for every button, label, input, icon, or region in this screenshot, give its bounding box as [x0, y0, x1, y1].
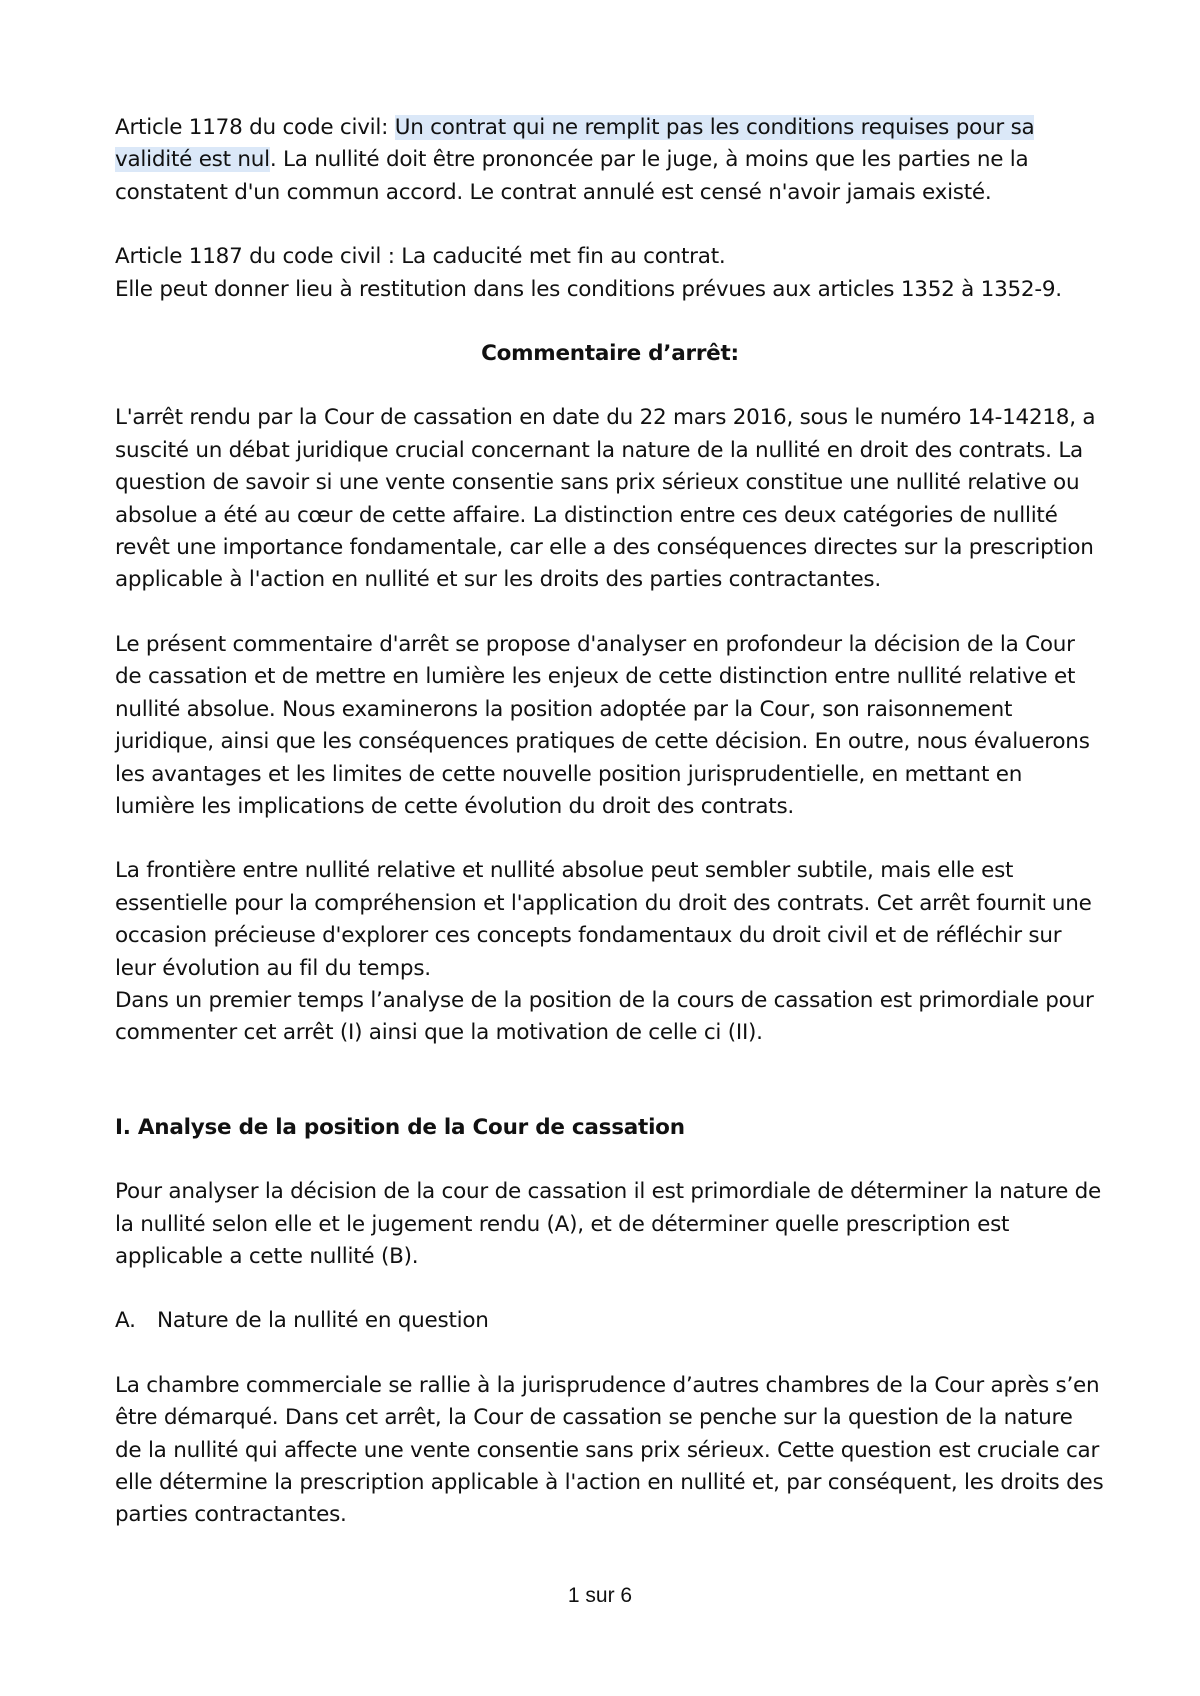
document-body: [115, 112, 1105, 1532]
subsection-a-letter: A.: [115, 1308, 136, 1334]
section-1-intro: Pour analyser la décision de la cour de cassation il est primordiale de déterminer la nature de la nullité selon elle et le jugement rendu (A), et de déterminer quelle prescription est applicable a cette nullité (B).: [115, 1179, 1102, 1269]
article-1187-line2: Elle peut donner lieu à restitution dans les conditions prévues aux articles 1352 à 1352-9.: [115, 276, 1062, 302]
commentary-title: Commentaire d’arrêt:: [481, 341, 739, 367]
article-1178-paragraph: [115, 112, 1105, 209]
article-1187-line1: Article 1187 du code civil : La caducité met fin au contrat.: [115, 244, 726, 270]
subsection-a-heading: [115, 1305, 1105, 1337]
commentary-paragraph-1: L'arrêt rendu par la Cour de cassation en date du 22 mars 2016, sous le numéro 14-14218, a suscité un débat juridique crucial concernant la nature de la nullité en droit des contrats. La question de savoir si une vente consentie sans prix sérieux constitue une nullité relative ou absolue a été au cœur de cette affaire. La distinction entre ces deux catégories de nullité revêt une importance fondamentale, car elle a des conséquences directes sur la prescription applicable à l'action en nullité et sur les droits des parties contractantes.: [115, 405, 1096, 593]
subsection-a-paragraph: La chambre commerciale se rallie à la jurisprudence d’autres chambres de la Cour après s’en être démarqué. Dans cet arrêt, la Cour de cassation se penche sur la question de la nature de la nullité qui affecte une vente consentie sans prix sérieux. Cette question est cruciale car elle détermine la prescription applicable à l'action en nullité et, par conséquent, les droits des parties contractantes.: [115, 1372, 1104, 1528]
commentary-paragraph-2: Le présent commentaire d'arrêt se propose d'analyser en profondeur la décision de la Cour de cassation et de mettre en lumière les enjeux de cette distinction entre nullité relative et nullité absolue. Nous examinerons la position adoptée par la Cour, son raisonnement juridique, ainsi que les conséquences pratiques de cette décision. En outre, nous évaluerons les avantages et les limites de cette nouvelle position jurisprudentielle, en mettant en lumière les implications de cette évolution du droit des contrats.: [115, 631, 1090, 819]
highlighted-text[interactable]: Un contrat qui ne remplit pas les conditions requises pour sa validité est nul: [115, 115, 1035, 173]
subsection-a-title: Nature de la nullité en question: [157, 1308, 489, 1334]
page-number: 1 sur 6: [567, 1584, 633, 1607]
section-1-title: I. Analyse de la position de la Cour de cassation: [115, 1114, 685, 1140]
commentary-paragraph-3: La frontière entre nullité relative et nullité absolue peut sembler subtile, mais elle est essentielle pour la compréhension et l'application du droit des contrats. Cet arrêt fournit une occasion précieuse d'explorer ces concepts fondamentaux du droit civil et de réfléchir sur leur évolution au fil du temps.: [115, 858, 1092, 981]
article-1178-prefix: Article 1178 du code civil:: [115, 115, 395, 140]
article-1178-rest: . La nullité doit être prononcée par le juge, à moins que les parties ne la constatent d'un commun accord. Le contrat annulé est censé n'avoir jamais existé.: [115, 147, 1029, 205]
commentary-paragraph-4: Dans un premier temps l’analyse de la position de la cours de cassation est primordiale pour commenter cet arrêt (I) ainsi que la motivation de celle ci (II).: [115, 987, 1094, 1046]
